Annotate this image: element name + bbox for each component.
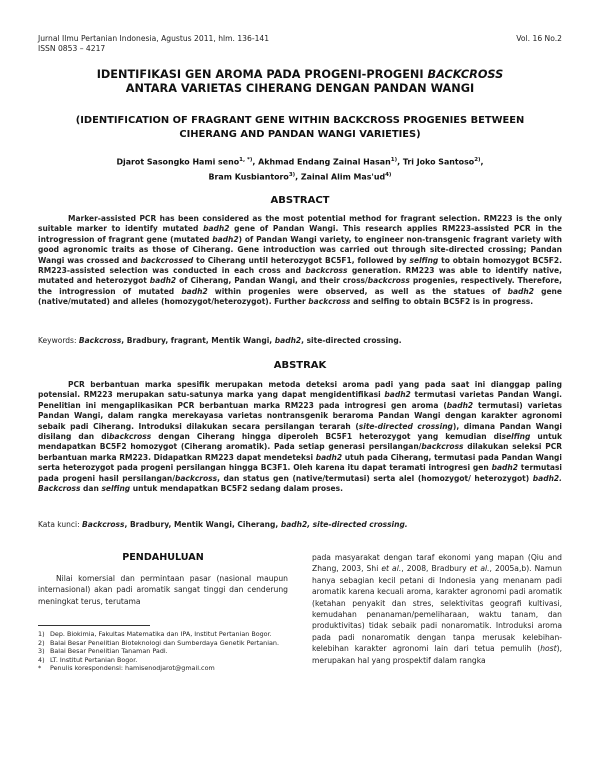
footnote: 2) Balai Besar Penelitian Bioteknologi dan Sumberdaya Genetik Pertanian.	[38, 638, 280, 647]
author-list: Djarot Sasongko Hami seno$^{1, *)}$, Akhmad Endang Zainal Hasan$^{1)}$, Tri Joko Santoso$^{2)}$, Bram Kusbiantoro$^{3)}$, Zainal Alim $Mas'ud^{4)}$	[116, 157, 484, 182]
footnote: 3) Balai Besar Penelitian Tanaman Padi.	[38, 647, 168, 656]
abstract-indonesian: PCR berbantuan marka spesifik merupakan metoda deteksi aroma padi yang pada saat ini dianggap paling potensial. RM223 merupakan satu-satunya marka yang dapat mengidentifikasi badh2 termutasi varietas Pandan Wangi. Penelitian ini mengaplikasikan PCR berbantuan marka RM223 pada introgresi gen aroma (badh2 termutasi) varietas Pandan Wangi, dalam rangka merekayasa varietas nontransgenik beraroma Pandan Wangi dengan karakter agronomi sebaik padi Ciherang. Introduksi dilakukan secara persilangan terarah (site-directed crossing), dimana Pandan Wangi disilang dan dibackcross dengan Ciherang hingga diperoleh BC5F1 heterozygot yang kemudian diselfing untuk mendapatkan BC5F2 homozygot (Ciherang aromatik). Pada setiap generasi persilangan/backcross dilakukan seleksi PCR berbantuan marka RM223. Didapatkan RM223 dapat mendeteksi badh2 utuh pada Ciherang, termutasi pada Pandan Wangi serta heterozygot pada progeni persilangan hingga BC3F1. Oleh karena itu dapat teramati introgresi gen badh2 termutasi pada progeni hasil persilangan/backcross, dan status gen (native/termutasi) serta alel (homozygot/ heterozygot) badh2. Backcross dan selfing untuk mendapatkan BC5F2 sedang dalam proses.	[38, 380, 563, 494]
keywords-english: Keywords: Backcross, Bradbury, fragrant, Mentik Wangi, badh2, site-directed crossing.	[38, 336, 402, 345]
abstrak-heading: ABSTRAK	[273, 360, 327, 371]
abstract-heading: ABSTRACT	[270, 195, 330, 206]
footnote: 4) LT. Institut Pertanian Bogor.	[38, 655, 138, 664]
intro-continued-paragraph: pada masyarakat dengan taraf ekonomi yang mapan (Qiu and Zhang, 2003, Shi et al., 2008, Bradbury et al., 2005a,b). Namun hanya sebagian kecil petani di Indonesia yang menanam padi aromatik karena kecuali aroma, karakter agronomi padi aromatik (ketahan penyakit dan stres, selektivitas geografi kultivasi, kemudahan penanaman/pemeliharaan, waktu tanam, dan produktivitas) tidak sebaik padi nonaromatik. Introduksi aroma pada padi nonaromatik dengan tanpa merusak kelebihan-kelebihan karakter agronomi lain dari tetua pemulih (host), merupakan hal yang prospektif dalam rangka	[312, 553, 562, 665]
footnotes	[38, 630, 288, 673]
issn: ISSN 0853 – 4217	[38, 44, 106, 53]
keywords-indonesian: Kata kunci: Backcross, Bradbury, Mentik Wangi, Ciherang, badh2, site-directed crossing.	[38, 520, 408, 529]
right-column	[312, 552, 562, 666]
journal-header	[38, 34, 269, 54]
volume-number: Vol. 16 No.2	[516, 34, 562, 43]
footnote: 1) Dep. Biokimia, Fakultas Matematika dan IPA, Institut Pertanian Bogor.	[38, 630, 272, 638]
left-column	[38, 552, 288, 607]
abstract-english: Marker-assisted PCR has been considered as the most potential method for fragrant selection. RM223 is the only suitable marker to identify mutated badh2 gene of Pandan Wangi. This research applies RM223-assisted PCR in the introgression of fragrant gene (mutated badh2) of Pandan Wangi variety, to engineer non-transgenic fragrant variety with good agronomic traits as those of Ciherang. Gene introduction was carried out through site-directed crossing; Pandan Wangi was crossed and backcrossed to Ciherang until heterozygot BC5F1, followed by selfing to obtain homozygot BC5F2. RM223-assisted selection was conducted in each cross and backcross generation. RM223 was able to identify native, mutated and heterozygot badh2 of Ciherang, Pandan Wangi, and their cross/backcross progenies, respectively. Therefore, the introgression of mutated badh2 within progenies were observed, as well as the statues of badh2 gene (native/mutated) and alleles (homozygot/heterozygot). Further backcross and selfing to obtain BC5F2 is in progress.	[38, 214, 562, 307]
paper-title: IDENTIFIKASI GEN AROMA PADA PROGENI-PROGENI BACKCROSS ANTARA VARIETAS CIHERANG DENGAN PANDAN WANGI	[96, 68, 504, 95]
footnote: * Penulis korespondensi: hamisenodjarot@gmail.com	[38, 664, 215, 673]
intro-paragraph: Nilai komersial dan permintaan pasar (nasional maupun internasional) akan padi aromatik sangat tinggi dan cenderung meningkat terus, terutama	[38, 574, 288, 606]
paper-title-english: (IDENTIFICATION OF FRAGRANT GENE WITHIN BACKCROSS PROGENIES BETWEEN CIHERANG AND PANDAN WANGI VARIETIES)	[75, 115, 525, 140]
footnote-divider	[38, 625, 150, 626]
journal-citation: Jurnal Ilmu Pertanian Indonesia, Agustus 2011, hlm. 136-141	[38, 34, 270, 43]
section-heading-introduction: PENDAHULUAN	[122, 552, 204, 563]
